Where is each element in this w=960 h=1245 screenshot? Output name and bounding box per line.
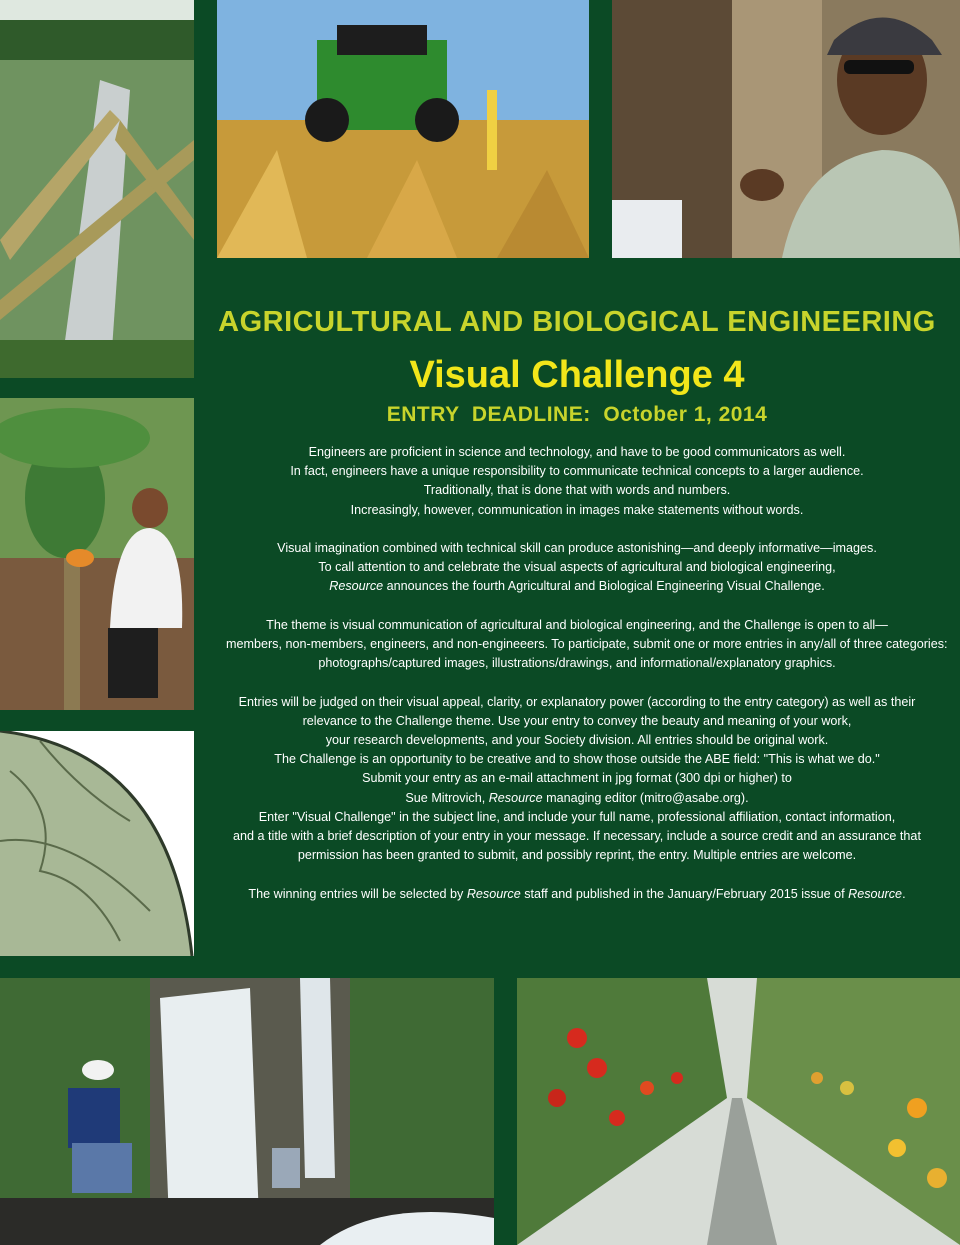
text-line: and a title with a brief description of your entry in your message. If necessary, include a source credit and an assurance that bbox=[233, 829, 921, 844]
paragraph-theme bbox=[226, 616, 948, 674]
text-line: Engineers are proficient in science and technology, and have to be good communicators as well. bbox=[308, 445, 846, 459]
page-title: AGRICULTURAL AND BIOLOGICAL ENGINEERING bbox=[218, 306, 936, 338]
text-line bbox=[226, 577, 928, 596]
text-fragment: . bbox=[902, 886, 906, 901]
text-line: permission has been granted to submit, and possibly reprint, the entry. Multiple entries are welcome. bbox=[297, 848, 857, 863]
resource-title: Resource bbox=[488, 790, 543, 805]
entry-deadline: ENTRY DEADLINE: October 1, 2014 bbox=[386, 403, 768, 426]
contact-line bbox=[226, 789, 928, 808]
irrigation-sprinkler-photo bbox=[0, 0, 194, 378]
text-line: Traditionally, that is done that with words and numbers. bbox=[423, 483, 731, 498]
text-line: The Challenge is an opportunity to be creative and to show those outside the ABE field: "This is what we do." bbox=[274, 752, 880, 767]
text-line: Enter "Visual Challenge" in the subject line, and include your full name, professional affiliation, contact information, bbox=[258, 809, 896, 824]
resource-title: Resource bbox=[329, 579, 384, 594]
text-line: Increasingly, however, communication in images make statements without words. bbox=[350, 502, 804, 517]
text-line bbox=[226, 885, 928, 904]
text-fragment: staff and published in the January/February 2015 issue of bbox=[520, 886, 849, 901]
waterfall-hikers-photo bbox=[0, 978, 494, 1245]
paragraph-intro bbox=[226, 443, 928, 520]
greenhouse-tomatoes-photo bbox=[517, 978, 960, 1245]
text-fragment: Sue Mitrovich, bbox=[405, 790, 489, 805]
text-line: Submit your entry as an e-mail attachment in jpg format (300 dpi or higher) to bbox=[362, 771, 792, 786]
text-line: members, non-members, engineers, and non-engineeers. To participate, submit one or more entries in any/all of three categories: bbox=[226, 637, 948, 651]
text-line: Visual imagination combined with technical skill can produce astonishing—and deeply informative—images. bbox=[277, 541, 877, 555]
text-line: To call attention to and celebrate the visual aspects of agricultural and biological engineering, bbox=[318, 560, 836, 575]
text-fragment: managing editor (mitro@asabe.org). bbox=[542, 790, 749, 805]
text-line: relevance to the Challenge theme. Use your entry to convey the beauty and meaning of your work, bbox=[302, 713, 852, 728]
microscopic-cells-photo bbox=[0, 731, 194, 956]
body-text bbox=[226, 443, 948, 923]
resource-title: Resource bbox=[848, 886, 903, 901]
text-line: The theme is visual communication of agricultural and biological engineering, and the Challenge is open to all— bbox=[266, 617, 888, 632]
text-fragment: announces the fourth Agricultural and Biological Engineering Visual Challenge. bbox=[383, 579, 825, 594]
resource-title: Resource bbox=[466, 886, 521, 901]
text-fragment: The winning entries will be selected by bbox=[248, 886, 467, 901]
papaya-farmer-photo bbox=[0, 398, 194, 710]
challenge-title: Visual Challenge 4 bbox=[409, 354, 745, 396]
paragraph-winners bbox=[226, 885, 928, 904]
text-line: your research developments, and your Society division. All entries should be original work. bbox=[325, 733, 829, 747]
engineer-speaking-photo bbox=[612, 0, 960, 258]
text-line: In fact, engineers have a unique responsibility to communicate technical concepts to a larger audience. bbox=[290, 464, 864, 479]
text-line: photographs/captured images, illustrations/drawings, and informational/explanatory graphics. bbox=[318, 656, 836, 671]
tractor-harvest-photo bbox=[217, 0, 589, 258]
paragraph-judging bbox=[226, 693, 928, 866]
paragraph-announcement bbox=[226, 539, 928, 597]
text-line: Entries will be judged on their visual appeal, clarity, or explanatory power (according to the entry category) as well as their bbox=[238, 694, 916, 709]
